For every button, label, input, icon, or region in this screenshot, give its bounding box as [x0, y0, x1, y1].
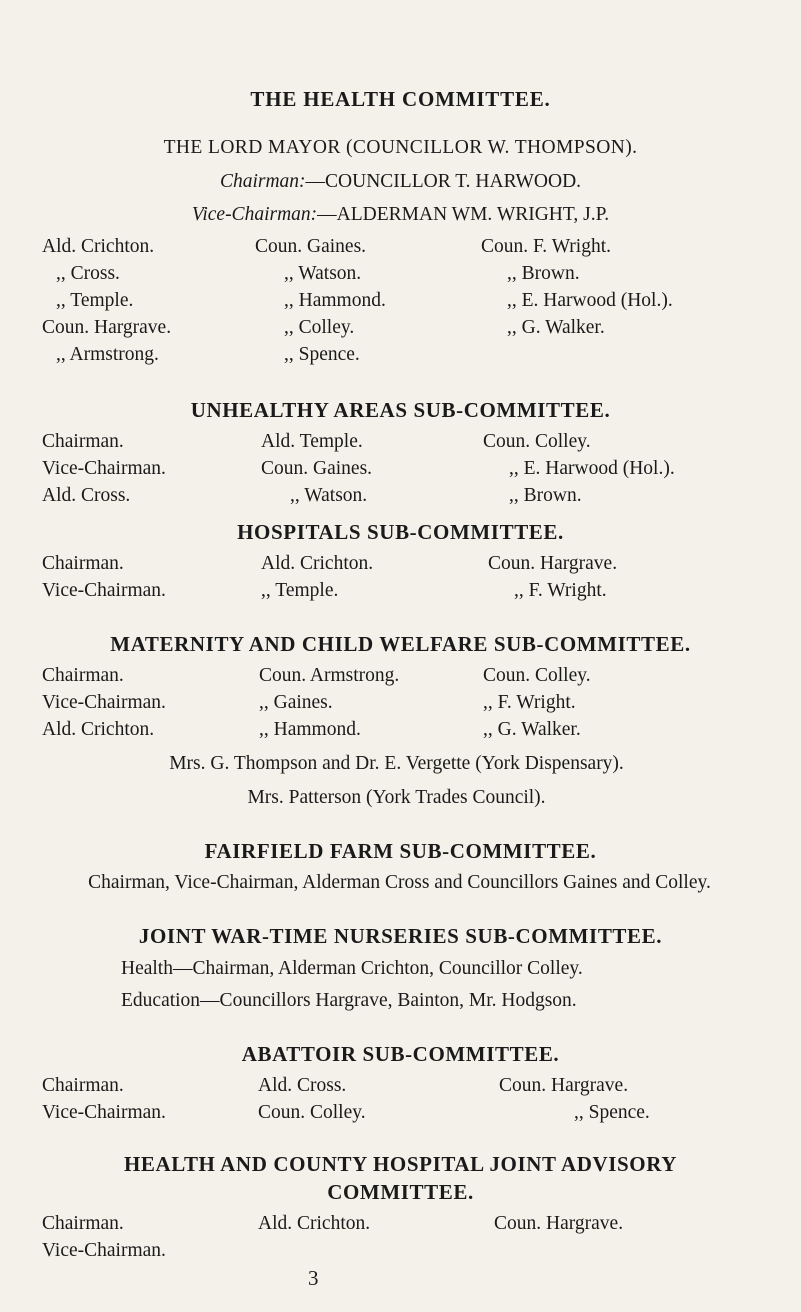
chairman-line: [0, 171, 801, 193]
member: ,, Spence.: [574, 1102, 650, 1123]
nurseries-heading: JOINT WAR-TIME NURSERIES SUB-COMMITTEE.: [138, 924, 663, 948]
lord-mayor-line: THE LORD MAYOR (COUNCILLOR W. THOMPSON).: [163, 137, 638, 158]
member: Coun. Hargrave.: [499, 1075, 629, 1096]
fairfield-text: Chairman, Vice-Chairman, Alderman Cross and Councillors Gaines and Colley.: [88, 872, 711, 893]
nurseries-education: Education—Councillors Hargrave, Bainton, Mr. Hodgson.: [121, 990, 577, 1011]
member: ,, Armstrong.: [56, 344, 159, 365]
hospitals-heading: HOSPITALS SUB-COMMITTEE.: [237, 520, 564, 544]
member: ,, F. Wright.: [514, 580, 607, 601]
member: Coun. Colley.: [483, 665, 591, 686]
abattoir-heading: ABATTOIR SUB-COMMITTEE.: [241, 1042, 560, 1066]
member: Coun. Hargrave.: [42, 317, 172, 338]
vice-chairman-value: —ALDERMAN WM. WRIGHT, J.P.: [317, 204, 610, 225]
chairman-value: —COUNCILLOR T. HARWOOD.: [305, 171, 582, 192]
member: Chairman.: [42, 553, 124, 574]
member: ,, Hammond.: [259, 719, 361, 740]
maternity-heading: MATERNITY AND CHILD WELFARE SUB-COMMITTEE.: [110, 632, 691, 656]
maternity-note: Mrs. G. Thompson and Dr. E. Vergette (York Dispensary).: [169, 753, 624, 774]
member: ,, G. Walker.: [483, 719, 581, 740]
member: Coun. Colley.: [258, 1102, 366, 1123]
member: Coun. Hargrave.: [494, 1213, 624, 1234]
fairfield-heading: FAIRFIELD FARM SUB-COMMITTEE.: [204, 839, 597, 863]
member: Vice-Chairman.: [42, 692, 166, 713]
member: Coun. Armstrong.: [259, 665, 400, 686]
member: Ald. Crichton.: [258, 1213, 371, 1234]
member: Chairman.: [42, 1075, 124, 1096]
member: ,, Spence.: [284, 344, 360, 365]
member: ,, E. Harwood (Hol.).: [507, 290, 673, 311]
page-title: THE HEALTH COMMITTEE.: [250, 87, 551, 111]
member: ,, F. Wright.: [483, 692, 576, 713]
member: Ald. Crichton.: [261, 553, 374, 574]
member: Vice-Chairman.: [42, 1240, 166, 1261]
member: Coun. Gaines.: [261, 458, 373, 479]
member: Coun. Colley.: [483, 431, 591, 452]
member: ,, E. Harwood (Hol.).: [509, 458, 675, 479]
member: ,, G. Walker.: [507, 317, 605, 338]
member: Vice-Chairman.: [42, 580, 166, 601]
member: ,, Brown.: [507, 263, 580, 284]
joint-advisory-heading: HEALTH AND COUNTY HOSPITAL JOINT ADVISORY: [123, 1152, 678, 1176]
member: ,, Gaines.: [259, 692, 333, 713]
member: ,, Watson.: [284, 263, 362, 284]
member: Vice-Chairman.: [42, 1102, 166, 1123]
member: Coun. Hargrave.: [488, 553, 618, 574]
chairman-label: Chairman:: [219, 171, 306, 192]
vice-chairman-line: [0, 204, 801, 226]
maternity-note: Mrs. Patterson (York Trades Council).: [247, 787, 546, 808]
member: Ald. Crichton.: [42, 236, 155, 257]
member: Vice-Chairman.: [42, 458, 166, 479]
member: Chairman.: [42, 665, 124, 686]
vice-chairman-label: Vice-Chairman:: [191, 204, 318, 225]
member: ,, Brown.: [509, 485, 582, 506]
member: Chairman.: [42, 431, 124, 452]
member: Chairman.: [42, 1213, 124, 1234]
nurseries-health: Health—Chairman, Alderman Crichton, Councillor Colley.: [121, 958, 583, 979]
member: ,, Watson.: [290, 485, 368, 506]
member: ,, Colley.: [284, 317, 355, 338]
page-number: 3: [308, 1266, 319, 1290]
member: ,, Cross.: [56, 263, 120, 284]
member: ,, Temple.: [56, 290, 134, 311]
member: Ald. Cross.: [42, 485, 131, 506]
joint-advisory-heading-cont: COMMITTEE.: [327, 1180, 474, 1204]
member: ,, Hammond.: [284, 290, 386, 311]
unhealthy-heading: UNHEALTHY AREAS SUB-COMMITTEE.: [190, 398, 611, 422]
member: Ald. Crichton.: [42, 719, 155, 740]
member: Coun. Gaines.: [255, 236, 367, 257]
member: Coun. F. Wright.: [481, 236, 612, 257]
member: Ald. Temple.: [261, 431, 363, 452]
member: Ald. Cross.: [258, 1075, 347, 1096]
member: ,, Temple.: [261, 580, 339, 601]
